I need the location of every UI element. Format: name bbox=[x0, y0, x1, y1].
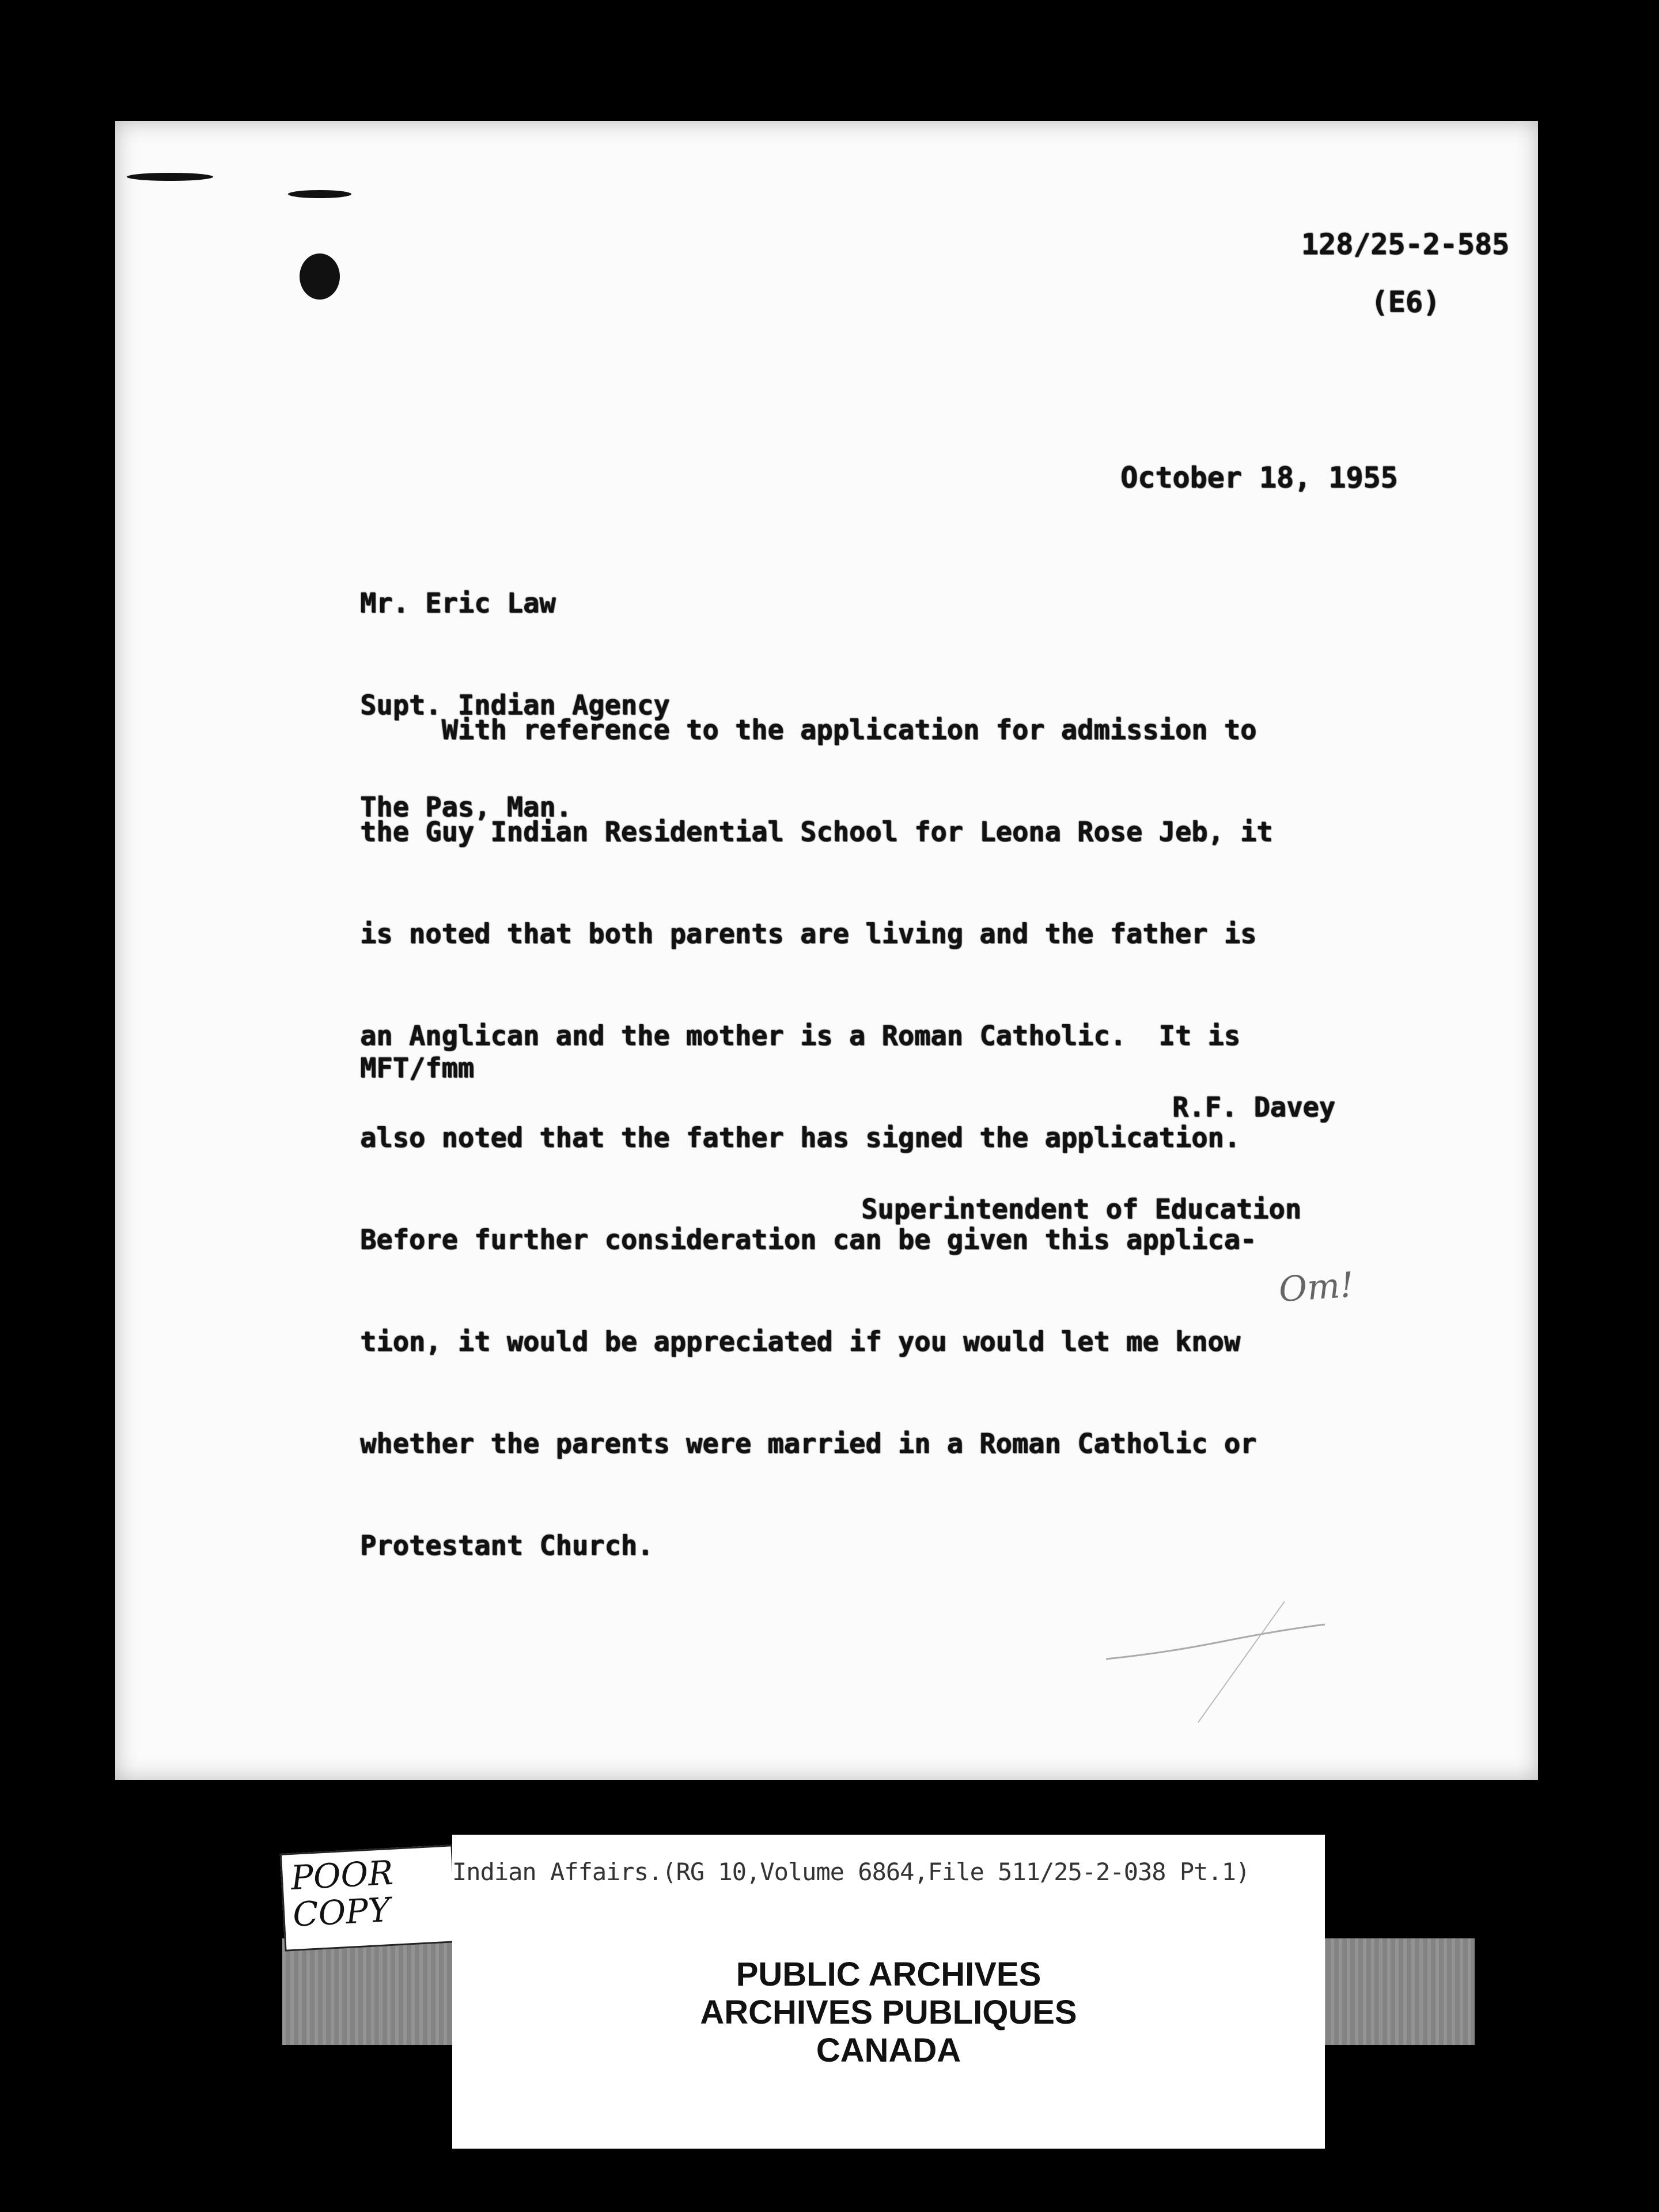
archive-line: PUBLIC ARCHIVES bbox=[736, 1956, 1041, 1993]
body-line: Protestant Church. bbox=[360, 1530, 654, 1562]
signature-name: R.F. Davey bbox=[1172, 1092, 1335, 1123]
archive-line: ARCHIVES PUBLIQUES bbox=[700, 1994, 1077, 2031]
recipient-line: The Pas, Man. bbox=[360, 791, 572, 823]
faint-pencil-mark bbox=[1094, 1590, 1336, 1740]
signature-block bbox=[861, 1022, 1335, 1294]
ink-smudge bbox=[288, 190, 351, 198]
archive-stamp bbox=[452, 1956, 1325, 2070]
archive-reference: Indian Affairs.(RG 10,Volume 6864,File 511/25-2-038 Pt.1) bbox=[452, 1858, 1250, 1886]
recipient-line: Supt. Indian Agency bbox=[360, 690, 670, 721]
body-line: With reference to the application for admission to bbox=[360, 714, 1257, 746]
body-line: tion, it would be appreciated if you would let me know bbox=[360, 1326, 1241, 1358]
signature-title: Superintendent of Education bbox=[861, 1194, 1302, 1225]
file-code: (E6) bbox=[1370, 285, 1440, 319]
letter-sheet bbox=[115, 121, 1538, 1780]
handwritten-note: Om! bbox=[1277, 1264, 1355, 1310]
archive-label bbox=[452, 1835, 1325, 2149]
letter-date: October 18, 1955 bbox=[1120, 461, 1398, 494]
archive-line: CANADA bbox=[816, 2032, 961, 2069]
body-line: whether the parents were married in a Roman Catholic or bbox=[360, 1428, 1257, 1460]
body-line: Before further consideration can be given this applica- bbox=[360, 1224, 1257, 1256]
body-line: is noted that both parents are living and the father is bbox=[360, 918, 1257, 950]
file-number: 128/25-2-585 bbox=[1301, 228, 1509, 261]
recipient-line: Mr. Eric Law bbox=[360, 588, 556, 619]
ink-smudge bbox=[127, 173, 213, 181]
ink-smudge bbox=[300, 253, 340, 300]
typist-initials: MFT/fmm bbox=[360, 1052, 475, 1084]
body-line: an Anglican and the mother is a Roman Catholic. It is bbox=[360, 1020, 1241, 1052]
body-line: the Guy Indian Residential School for Leona Rose Jeb, it bbox=[360, 816, 1273, 848]
body-line: also noted that the father has signed the application. bbox=[360, 1122, 1241, 1154]
poor-copy-label: POOR COPY bbox=[280, 1844, 457, 1951]
